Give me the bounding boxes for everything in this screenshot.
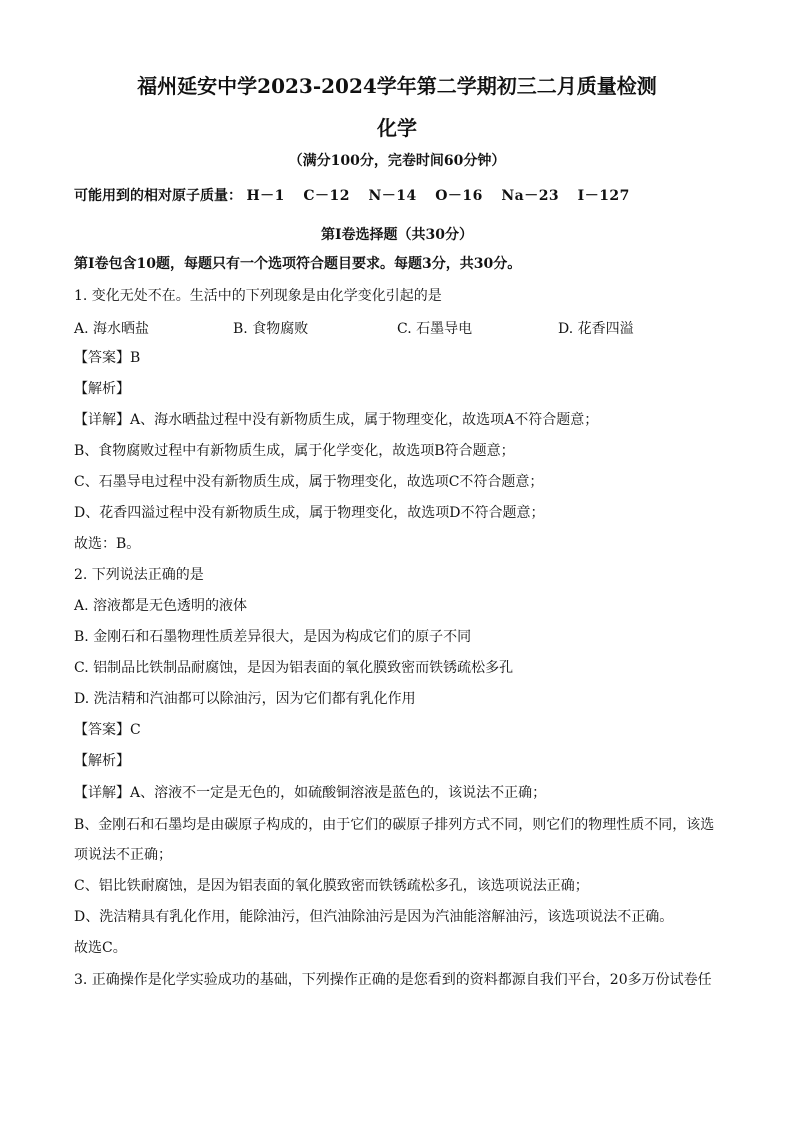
q2-option-b: B. 金刚石和石墨物理性质差异很大，是因为构成它们的原子不同 <box>74 629 472 645</box>
q2-detail-line: C、铝比铁耐腐蚀，是因为铝表面的氧化膜致密而铁锈疏松多孔，该选项说法正确； <box>74 878 589 894</box>
q2-detail-line: D、洗洁精具有乳化作用，能除油污，但汽油除油污是因为汽油能溶解油污，该选项说法不正确。 <box>74 909 674 925</box>
atomic-mass-h: H－1 <box>246 188 285 204</box>
q2-answer: 【答案】C <box>74 722 141 738</box>
q2-analysis: 【解析】 <box>74 753 130 769</box>
atomic-mass-o: O－16 <box>435 188 483 204</box>
question-1-stem: 1. 变化无处不在。生活中的下列现象是由化学变化引起的是 <box>74 288 442 304</box>
exam-title: 福州延安中学2023-2024学年第二学期初三二月质量检测 <box>137 74 657 98</box>
q2-detail-line: 【详解】A、溶液不一定是无色的，如硫酸铜溶液是蓝色的，该说法不正确； <box>74 785 547 801</box>
question-3-stem: 3. 正确操作是化学实验成功的基础，下列操作正确的是您看到的资料都源自我们平台，20多万份试卷任 <box>74 972 712 988</box>
q1-answer: 【答案】B <box>74 350 141 366</box>
q1-option-a: A. 海水晒盐 <box>74 321 150 337</box>
atomic-mass-n: N－14 <box>368 188 417 204</box>
atomic-masses-label: 可能用到的相对原子质量： <box>74 188 242 204</box>
q1-option-c: C. 石墨导电 <box>397 321 473 337</box>
question-2-stem: 2. 下列说法正确的是 <box>74 567 204 583</box>
section-title: 第Ⅰ卷选择题（共30分） <box>320 227 474 243</box>
section-instruction: 第Ⅰ卷包含10题，每题只有一个选项符合题目要求。每题3分，共30分。 <box>74 256 522 272</box>
q1-option-b: B. 食物腐败 <box>233 321 309 337</box>
q1-detail-line: B、食物腐败过程中有新物质生成，属于化学变化，故选项B符合题意； <box>74 443 515 459</box>
q2-detail-line: 项说法不正确； <box>74 847 172 863</box>
q1-analysis: 【解析】 <box>74 381 130 397</box>
q2-detail-line: B、金刚石和石墨均是由碳原子构成的，由于它们的碳原子排列方式不同，则它们的物理性质不同，该选 <box>74 817 715 833</box>
q1-detail-line: D、花香四溢过程中没有新物质生成，属于物理变化，故选项D不符合题意； <box>74 505 545 521</box>
subject-title: 化学 <box>377 116 417 140</box>
q2-option-a: A. 溶液都是无色透明的液体 <box>74 598 248 614</box>
q1-conclusion: 故选：B。 <box>74 536 141 552</box>
q2-option-d: D. 洗洁精和汽油都可以除油污，因为它们都有乳化作用 <box>74 691 416 707</box>
q1-detail-line: 【详解】A、海水晒盐过程中没有新物质生成，属于物理变化，故选项A不符合题意； <box>74 412 599 428</box>
atomic-mass-i: I－127 <box>577 188 630 204</box>
q2-option-c: C. 铝制品比铁制品耐腐蚀，是因为铝表面的氧化膜致密而铁锈疏松多孔 <box>74 660 514 676</box>
atomic-masses <box>74 187 722 205</box>
q1-detail-line: C、石墨导电过程中没有新物质生成，属于物理变化，故选项C不符合题意； <box>74 474 544 490</box>
exam-info: （满分100分，完卷时间60分钟） <box>288 153 506 169</box>
q1-option-d: D. 花香四溢 <box>558 321 634 337</box>
atomic-mass-na: Na－23 <box>501 188 560 204</box>
q2-conclusion: 故选C。 <box>74 940 127 956</box>
atomic-mass-c: C－12 <box>303 188 350 204</box>
